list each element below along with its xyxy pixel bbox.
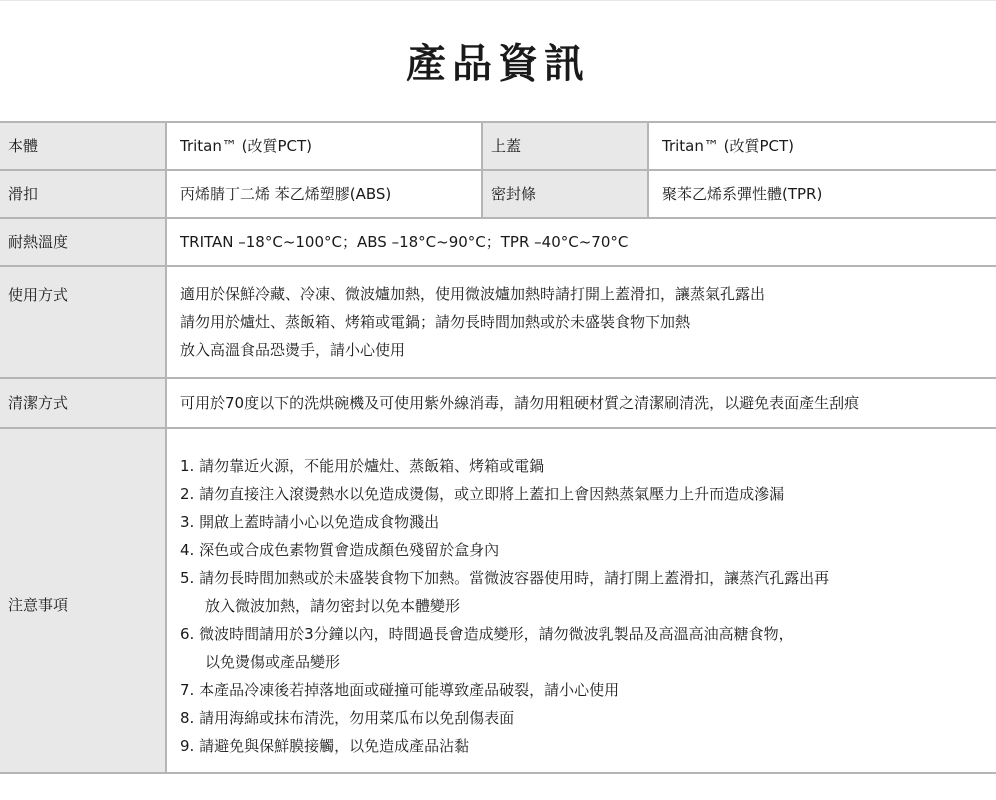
note-text: 4. 深色或合成色素物質會造成顏色殘留於盒身內 [180, 541, 500, 559]
note-text: 6. 微波時間請用於3分鐘以內，時間過長會造成變形，請勿微波乳製品及高溫高油高糖食物， [180, 625, 794, 643]
table-row-cleaning [0, 378, 996, 428]
list-item [180, 676, 996, 704]
note-text: 3. 開啟上蓋時請小心以免造成食物濺出 [180, 513, 440, 531]
value-clip: 丙烯腈丁二烯 苯乙烯塑膠(ABS) [166, 170, 482, 218]
note-continuation: 放入微波加熱，請勿密封以免本體變形 [205, 597, 461, 615]
product-info-table [0, 121, 996, 774]
note-text: 9. 請避免與保鮮膜接觸，以免造成產品沾黏 [180, 737, 470, 755]
table-row-body-lid [0, 122, 996, 170]
label-body: 本體 [0, 122, 166, 170]
note-text: 7. 本產品冷凍後若掉落地面或碰撞可能導致產品破裂，請小心使用 [180, 681, 620, 699]
value-body: Tritan™ (改質PCT) [166, 122, 482, 170]
note-text: 5. 請勿長時間加熱或於未盛裝食物下加熱。當微波容器使用時，請打開上蓋滑扣，讓蒸汽孔露出再 [180, 569, 830, 587]
value-lid: Tritan™ (改質PCT) [648, 122, 996, 170]
list-item [180, 564, 996, 620]
list-item [180, 508, 996, 536]
note-text: 2. 請勿直接注入滾燙熱水以免造成燙傷，或立即將上蓋扣上會因熱蒸氣壓力上升而造成滲漏 [180, 485, 785, 503]
note-continuation: 以免燙傷或產品變形 [205, 653, 341, 671]
usage-line: 適用於保鮮冷藏、冷凍、微波爐加熱，使用微波爐加熱時請打開上蓋滑扣，讓蒸氣孔露出 [180, 285, 766, 303]
note-text: 1. 請勿靠近火源，不能用於爐灶、蒸飯箱、烤箱或電鍋 [180, 457, 545, 475]
note-text: 8. 請用海綿或抹布清洗，勿用菜瓜布以免刮傷表面 [180, 709, 515, 727]
table-row-notes [0, 428, 996, 773]
list-item [180, 480, 996, 508]
list-item [180, 704, 996, 732]
value-seal: 聚苯乙烯系彈性體(TPR) [648, 170, 996, 218]
notes-list [180, 452, 996, 760]
value-usage [166, 266, 996, 378]
top-divider [0, 0, 996, 1]
list-item [180, 452, 996, 480]
label-lid: 上蓋 [482, 122, 648, 170]
usage-line: 請勿用於爐灶、蒸飯箱、烤箱或電鍋；請勿長時間加熱或於未盛裝食物下加熱 [180, 313, 691, 331]
page-title: 產品資訊 [406, 41, 590, 87]
list-item [180, 536, 996, 564]
list-item [180, 620, 996, 676]
table-row-clip-seal [0, 170, 996, 218]
value-notes [166, 428, 996, 773]
value-heat-resistance: TRITAN –18°C~100°C；ABS –18°C~90°C；TPR –40°C~70°C [166, 218, 996, 266]
list-item [180, 732, 996, 760]
label-notes: 注意事項 [0, 428, 166, 773]
table-row-heat [0, 218, 996, 266]
usage-line: 放入高溫食品恐燙手，請小心使用 [180, 341, 406, 359]
label-seal: 密封條 [482, 170, 648, 218]
label-clip: 滑扣 [0, 170, 166, 218]
label-usage: 使用方式 [0, 266, 166, 378]
value-cleaning: 可用於70度以下的洗烘碗機及可使用紫外線消毒，請勿用粗硬材質之清潔刷清洗，以避免表面產生刮痕 [166, 378, 996, 428]
label-heat-resistance: 耐熱溫度 [0, 218, 166, 266]
label-cleaning: 清潔方式 [0, 378, 166, 428]
table-row-usage [0, 266, 996, 378]
